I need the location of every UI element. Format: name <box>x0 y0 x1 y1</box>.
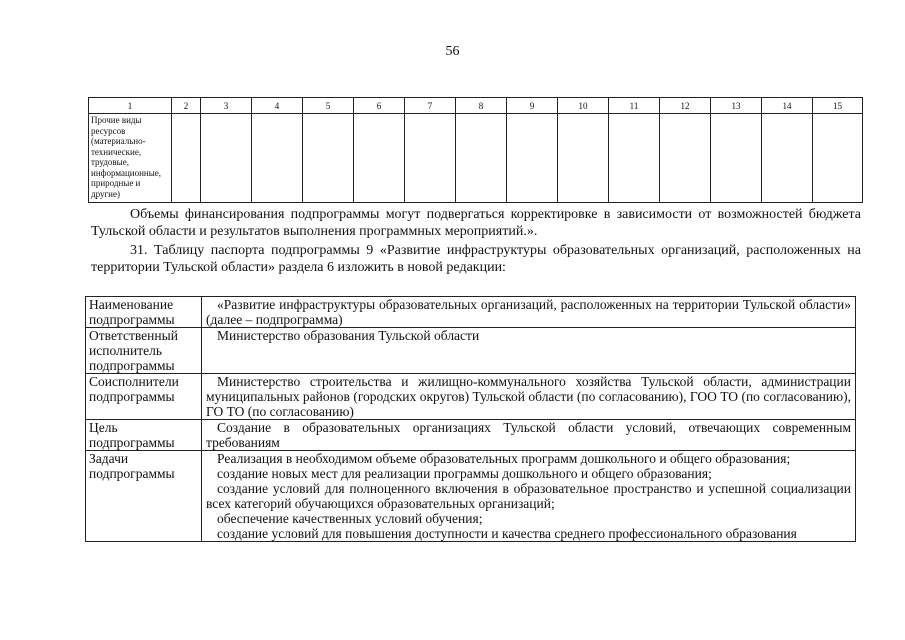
content-line: Министерство строительства и жилищно-коммунального хозяйства Тульской области, администрации муниципальных районов (городских округов) Тульской области (по согласованию), ГОО ТО (по согласованию), ГО ТО (по согласованию) <box>206 374 851 419</box>
resources-table <box>88 97 863 203</box>
financing-paragraph: Объемы финансирования подпрограммы могут подвергаться корректировке в зависимости от возможностей бюджета Тульской области и результатов выполнения программных мероприятий.». <box>91 207 861 239</box>
passport-table <box>85 296 856 542</box>
column-header: 15 <box>813 98 863 114</box>
table-header-row <box>89 98 863 114</box>
empty-cell <box>558 114 609 203</box>
empty-cell <box>354 114 405 203</box>
content-line: Реализация в необходимом объеме образовательных программ дошкольного и общего образования; <box>217 451 791 466</box>
column-header: 12 <box>660 98 711 114</box>
page-number: 56 <box>445 44 460 59</box>
column-header: 9 <box>507 98 558 114</box>
content-line: обеспечение качественных условий обучения; <box>217 511 483 526</box>
column-header: 8 <box>456 98 507 114</box>
cell-line: информационные, <box>91 167 162 178</box>
content-line: создание условий для полноценного включения в образовательное пространство и успешной социализации всех категорий обучающихся образовательных организаций; <box>206 481 851 511</box>
cell-line: другие) <box>91 188 120 199</box>
row-label: Ответственный исполнитель подпрограммы <box>86 328 202 374</box>
column-header: 3 <box>201 98 252 114</box>
row-content <box>202 451 856 542</box>
cell-line: технические, <box>91 146 142 157</box>
row-content <box>202 328 856 374</box>
cell-line: природные и <box>91 178 141 188</box>
column-header: 4 <box>252 98 303 114</box>
row-content <box>202 420 856 451</box>
cell-line: Прочие виды <box>91 115 142 125</box>
table-row <box>86 374 856 420</box>
content-line: создание новых мест для реализации программы дошкольного и общего образования; <box>217 466 712 481</box>
row-label: Задачи подпрограммы <box>86 451 202 542</box>
empty-cell <box>660 114 711 203</box>
cell-line: (материально- <box>91 136 146 146</box>
table-row <box>89 114 863 203</box>
column-header: 6 <box>354 98 405 114</box>
empty-cell <box>813 114 863 203</box>
column-header: 2 <box>172 98 201 114</box>
row-label: Цель подпрограммы <box>86 420 202 451</box>
empty-cell <box>456 114 507 203</box>
column-header: 7 <box>405 98 456 114</box>
empty-cell <box>303 114 354 203</box>
empty-cell <box>252 114 303 203</box>
table-row <box>86 328 856 374</box>
column-header: 1 <box>89 98 172 114</box>
column-header: 13 <box>711 98 762 114</box>
column-header: 5 <box>303 98 354 114</box>
row-content <box>202 374 856 420</box>
cell-line: трудовые, <box>91 157 129 167</box>
row-label: Соисполнители подпрограммы <box>86 374 202 420</box>
cell-line: ресурсов <box>91 125 126 136</box>
content-line: Создание в образовательных организациях Тульской области условий, отвечающих современным требованиям <box>206 420 851 450</box>
row-content <box>202 297 856 328</box>
empty-cell <box>711 114 762 203</box>
column-header: 11 <box>609 98 660 114</box>
table-row <box>86 420 856 451</box>
empty-cell <box>201 114 252 203</box>
empty-cell <box>405 114 456 203</box>
content-line: создание условий для повышения доступности и качества среднего профессионального образования <box>217 526 797 541</box>
column-header: 14 <box>762 98 813 114</box>
empty-cell <box>762 114 813 203</box>
amendment-paragraph: 31. Таблицу паспорта подпрограммы 9 «Развитие инфраструктуры образовательных организаций, расположенных на территории Тульской области» раздела 6 изложить в новой редакции: <box>91 243 861 275</box>
empty-cell <box>507 114 558 203</box>
column-header: 10 <box>558 98 609 114</box>
empty-cell <box>609 114 660 203</box>
content-line: Министерство образования Тульской области <box>217 328 480 343</box>
content-line: «Развитие инфраструктуры образовательных организаций, расположенных на территории Тульской области» (далее – подпрограмма) <box>206 297 851 327</box>
table-row <box>86 451 856 542</box>
table-row <box>86 297 856 328</box>
row-label: Наименование подпрограммы <box>86 297 202 328</box>
resource-type-cell <box>89 114 172 203</box>
empty-cell <box>172 114 201 203</box>
